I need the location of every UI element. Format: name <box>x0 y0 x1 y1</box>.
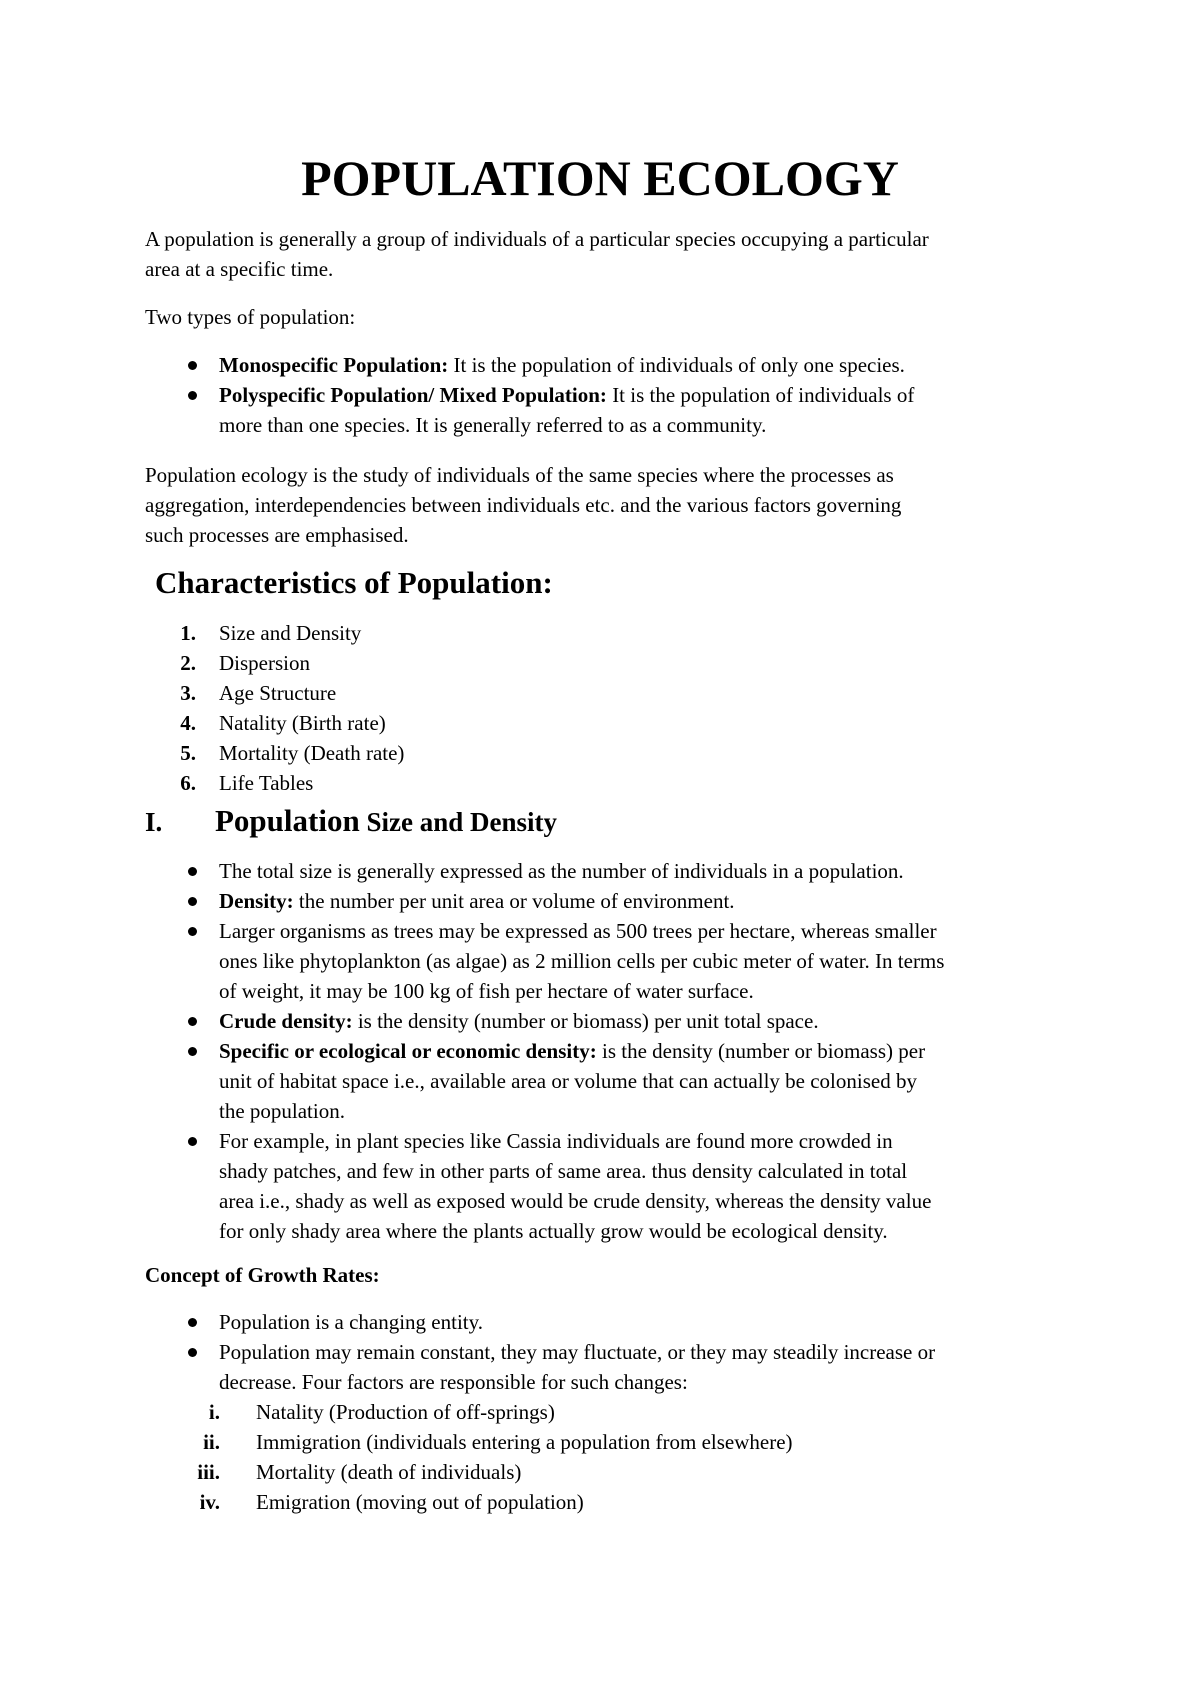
roman-number: iv. <box>199 1490 220 1514</box>
size-bullet-example-line-1: For example, in plant species like Cassia individuals are found more crowded in <box>219 1129 893 1153</box>
size-bullet-3-line-2: ones like phytoplankton (as algae) as 2 million cells per cubic meter of water. In terms <box>219 949 945 973</box>
list-item: Mortality (Death rate) <box>219 741 405 765</box>
bullet-icon <box>188 867 197 876</box>
roman-number: iii. <box>197 1460 220 1484</box>
bullet-icon <box>188 1348 197 1357</box>
section-heading-rest: Size and Density <box>359 807 557 837</box>
size-bullet-specific-line-2: unit of habitat space i.e., available area or volume that can actually be colonised by <box>219 1069 917 1093</box>
factor-item: Emigration (moving out of population) <box>256 1490 584 1514</box>
definition-line-3: such processes are emphasised. <box>145 523 409 547</box>
size-bullet-specific <box>219 1036 925 1066</box>
size-bullet-specific-line-3: the population. <box>219 1099 345 1123</box>
page-title: POPULATION ECOLOGY <box>301 150 899 206</box>
bullet-text: is the density (number or biomass) per <box>596 1039 926 1063</box>
bullet-icon <box>188 897 197 906</box>
growth-bullet-2-line-2: decrease. Four factors are responsible for such changes: <box>219 1370 688 1394</box>
size-bullet-example-line-2: shady patches, and few in other parts of same area. thus density calculated in total <box>219 1159 908 1183</box>
bullet-icon <box>188 1017 197 1026</box>
growth-rates-heading: Concept of Growth Rates: <box>145 1263 380 1287</box>
bullet-term: Specific or ecological or economic density: <box>219 1039 597 1063</box>
bullet-icon <box>188 1047 197 1056</box>
list-number: 1. <box>180 621 196 645</box>
bullet-icon <box>188 391 197 400</box>
bullet-text: the number per unit area or volume of environment. <box>293 889 735 913</box>
list-item: Natality (Birth rate) <box>219 711 386 735</box>
size-bullet-3-line-3: of weight, it may be 100 kg of fish per hectare of water surface. <box>219 979 754 1003</box>
definition-line-2: aggregation, interdependencies between individuals etc. and the various factors governing <box>145 493 902 517</box>
bullet-icon <box>188 1318 197 1327</box>
roman-number: i. <box>208 1400 220 1424</box>
factor-item: Immigration (individuals entering a population from elsewhere) <box>256 1430 793 1454</box>
characteristics-heading: Characteristics of Population: <box>155 565 553 600</box>
factor-item: Natality (Production of off-springs) <box>256 1400 555 1424</box>
growth-bullet-2-line-1: Population may remain constant, they may fluctuate, or they may steadily increase or <box>219 1340 936 1364</box>
size-bullet-3-line-1: Larger organisms as trees may be expressed as 500 trees per hectare, whereas smaller <box>219 919 937 943</box>
size-bullet-density <box>219 886 735 916</box>
type-item-poly-line-2: more than one species. It is generally referred to as a community. <box>219 413 767 437</box>
type-text: It is the population of individuals of only one species. <box>448 353 905 377</box>
type-item-mono <box>219 350 905 380</box>
list-item: Age Structure <box>219 681 337 705</box>
list-number: 3. <box>180 681 196 705</box>
factor-item: Mortality (death of individuals) <box>256 1460 522 1484</box>
bullet-term: Crude density: <box>219 1009 353 1033</box>
list-number: 2. <box>180 651 196 675</box>
type-item-poly <box>219 380 914 410</box>
section-heading-big: Population <box>215 803 360 838</box>
bullet-icon <box>188 1137 197 1146</box>
bullet-icon <box>188 927 197 936</box>
roman-number: ii. <box>203 1430 220 1454</box>
intro-line-2: area at a specific time. <box>145 257 334 281</box>
section-roman-numeral: I. <box>145 807 163 837</box>
intro-line-1: A population is generally a group of individuals of a particular species occupying a particular <box>145 227 929 251</box>
section-heading-size-density <box>145 804 557 839</box>
list-number: 6. <box>180 771 196 795</box>
list-item: Life Tables <box>219 771 314 795</box>
growth-bullet-1: Population is a changing entity. <box>219 1310 484 1334</box>
list-number: 5. <box>180 741 196 765</box>
size-bullet-example-line-3: area i.e., shady as well as exposed would be crude density, whereas the density value <box>219 1189 932 1213</box>
types-label: Two types of population: <box>145 305 356 329</box>
bullet-icon <box>188 361 197 370</box>
size-bullet-example-line-4: for only shady area where the plants actually grow would be ecological density. <box>219 1219 888 1243</box>
type-text: It is the population of individuals of <box>606 383 915 407</box>
list-item: Size and Density <box>219 621 362 645</box>
list-item: Dispersion <box>219 651 310 675</box>
definition-line-1: Population ecology is the study of individuals of the same species where the processes as <box>145 463 894 487</box>
size-bullet-1: The total size is generally expressed as the number of individuals in a population. <box>219 859 904 883</box>
bullet-term: Density: <box>219 889 294 913</box>
size-bullet-crude <box>219 1006 819 1036</box>
bullet-text: is the density (number or biomass) per unit total space. <box>352 1009 819 1033</box>
type-term: Monospecific Population: <box>219 353 449 377</box>
type-term: Polyspecific Population/ Mixed Population: <box>219 383 607 407</box>
list-number: 4. <box>180 711 196 735</box>
